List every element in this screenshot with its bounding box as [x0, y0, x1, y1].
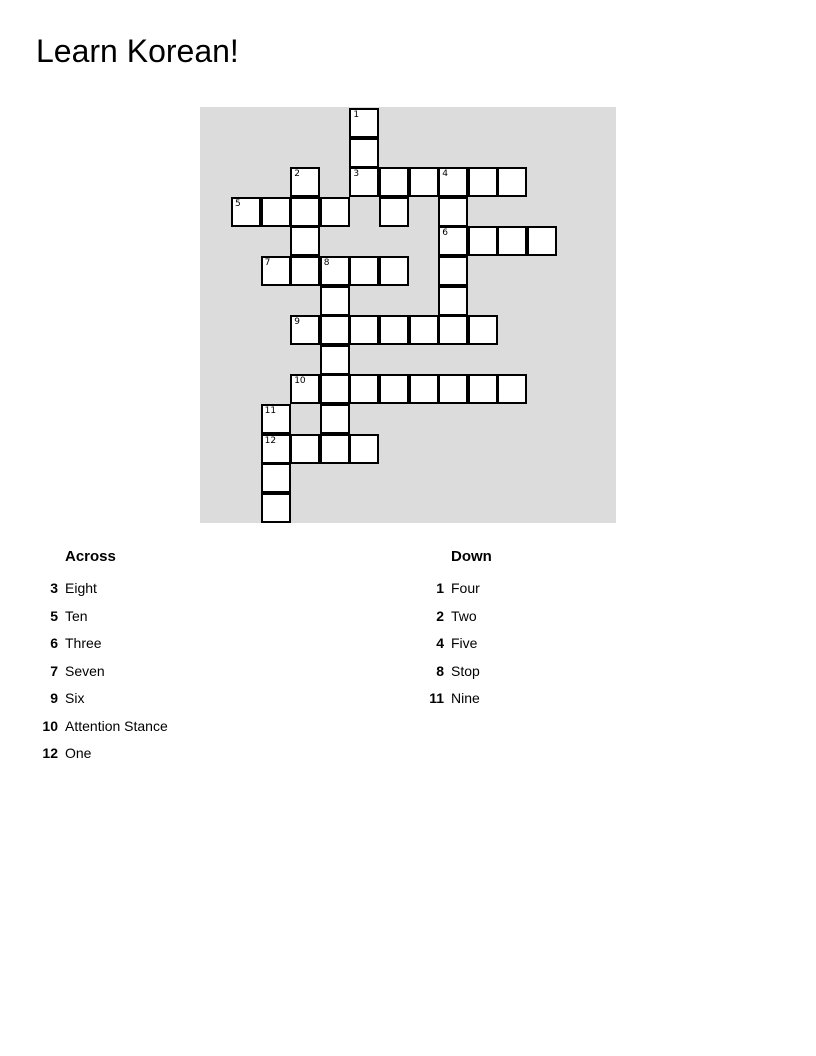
grid-cell[interactable]	[261, 404, 291, 434]
down-heading: Down	[451, 548, 492, 565]
grid-cell[interactable]	[468, 167, 498, 197]
grid-cell[interactable]	[320, 374, 350, 404]
grid-cell[interactable]	[349, 108, 379, 138]
grid-cell[interactable]	[379, 374, 409, 404]
grid-cell[interactable]	[409, 315, 439, 345]
grid-cell[interactable]	[320, 434, 350, 464]
clue-text: Nine	[451, 690, 480, 706]
clue-text: Two	[451, 608, 477, 624]
cell-number: 3	[353, 169, 360, 180]
clue-text: Attention Stance	[65, 718, 168, 734]
grid-cell[interactable]	[349, 256, 379, 286]
grid-cell[interactable]	[261, 197, 291, 227]
grid-cell[interactable]	[527, 226, 557, 256]
grid-cell[interactable]	[438, 374, 468, 404]
grid-cell[interactable]	[290, 315, 320, 345]
grid-cell[interactable]	[290, 197, 320, 227]
grid-cell[interactable]	[438, 167, 468, 197]
grid-cell[interactable]	[349, 167, 379, 197]
clue-number: 2	[436, 608, 444, 624]
grid-cell[interactable]	[409, 167, 439, 197]
grid-cell[interactable]	[290, 226, 320, 256]
clue-text: Seven	[65, 663, 105, 679]
grid-cell[interactable]	[261, 493, 291, 523]
cell-number: 5	[235, 198, 241, 209]
grid-cell[interactable]	[231, 197, 261, 227]
page-title: Learn Korean!	[36, 33, 239, 69]
grid-cell[interactable]	[438, 286, 468, 316]
grid-cell[interactable]	[349, 434, 379, 464]
grid-cell[interactable]	[320, 315, 350, 345]
grid-cell[interactable]	[438, 197, 468, 227]
clue-number: 6	[50, 635, 58, 651]
grid-cell[interactable]	[438, 226, 468, 256]
cell-number: 9	[294, 317, 300, 328]
cell-number: 7	[264, 258, 271, 268]
cell-number: 4	[442, 169, 448, 180]
clue-number: 9	[50, 690, 58, 706]
clue-number: 8	[436, 663, 444, 679]
clue-number: 3	[50, 580, 58, 596]
grid-cell[interactable]	[320, 286, 350, 316]
grid-cell[interactable]	[468, 374, 498, 404]
grid-cell[interactable]	[379, 256, 409, 286]
clue-text: One	[65, 745, 92, 761]
grid-cell[interactable]	[497, 226, 527, 256]
cell-number: 6	[442, 228, 448, 239]
grid-cell[interactable]	[261, 256, 291, 286]
across-heading: Across	[65, 548, 116, 565]
clue-text: Three	[65, 635, 102, 651]
grid-cell[interactable]	[290, 256, 320, 286]
clue-text: Six	[65, 690, 85, 706]
grid-cell[interactable]	[497, 167, 527, 197]
cell-number: 1	[353, 110, 360, 120]
crossword-grid	[200, 107, 616, 523]
grid-cell[interactable]	[379, 197, 409, 227]
grid-cell[interactable]	[349, 138, 379, 168]
cell-number: 10	[294, 376, 306, 387]
clue-number: 5	[50, 608, 58, 624]
grid-cell[interactable]	[468, 315, 498, 345]
grid-cell[interactable]	[349, 315, 379, 345]
grid-cell[interactable]	[290, 434, 320, 464]
clue-number: 4	[436, 635, 444, 651]
grid-cell[interactable]	[379, 167, 409, 197]
cell-number: 2	[294, 169, 300, 180]
grid-cell[interactable]	[438, 315, 468, 345]
grid-cell[interactable]	[349, 374, 379, 404]
grid-cell[interactable]	[320, 256, 350, 286]
grid-cell[interactable]	[290, 167, 320, 197]
cell-number: 12	[264, 435, 277, 446]
clue-number: 1	[436, 580, 444, 596]
cell-number: 11	[264, 406, 277, 416]
grid-cell[interactable]	[468, 226, 498, 256]
clue-text: Eight	[65, 580, 97, 596]
grid-cell[interactable]	[261, 463, 291, 493]
clue-text: Four	[451, 580, 480, 596]
clue-number: 11	[429, 690, 444, 706]
clue-number: 12	[42, 745, 58, 761]
grid-cell[interactable]	[379, 315, 409, 345]
clue-text: Ten	[65, 608, 88, 624]
grid-cell[interactable]	[320, 197, 350, 227]
cell-number: 8	[323, 258, 330, 268]
clue-number: 7	[50, 663, 58, 679]
grid-cell[interactable]	[320, 404, 350, 434]
grid-cell[interactable]	[290, 374, 320, 404]
clue-number: 10	[42, 718, 58, 734]
grid-cell[interactable]	[320, 345, 350, 375]
grid-cell[interactable]	[409, 374, 439, 404]
grid-cell[interactable]	[261, 434, 291, 464]
clue-text: Stop	[451, 663, 480, 679]
grid-cell[interactable]	[438, 256, 468, 286]
grid-cell[interactable]	[497, 374, 527, 404]
clue-text: Five	[451, 635, 478, 651]
